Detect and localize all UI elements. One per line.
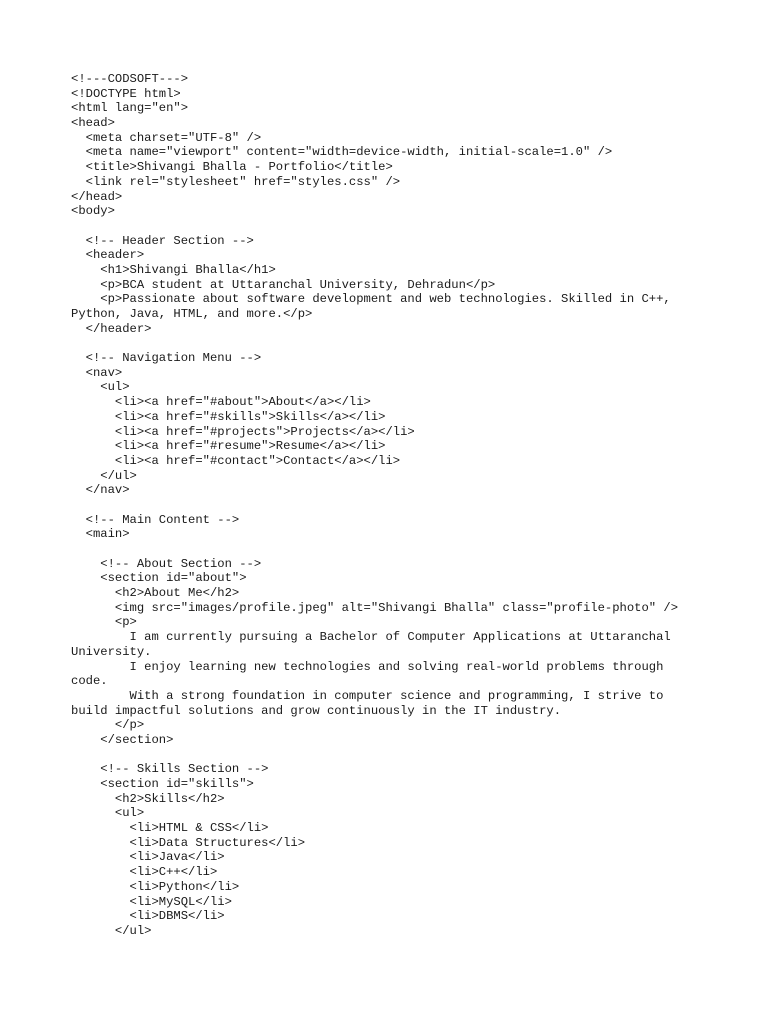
code-line: <section id="skills"> xyxy=(71,777,254,791)
code-line: <!-- Navigation Menu --> xyxy=(71,351,262,366)
code-line: <nav> xyxy=(71,365,123,380)
code-line: <li>Data Structures</li> xyxy=(71,835,306,850)
code-line: <!DOCTYPE html> xyxy=(71,86,181,101)
code-line xyxy=(71,336,751,351)
code-line: </p> xyxy=(71,718,145,733)
code-line: Python, Java, HTML, and more.</p> xyxy=(71,307,313,321)
code-line: <ul> xyxy=(71,380,130,395)
code-line: </section> xyxy=(71,732,174,747)
code-line: With a strong foundation in computer science and programming, I strive to xyxy=(71,688,664,703)
code-line: <main> xyxy=(71,527,130,542)
code-line xyxy=(71,219,751,234)
code-line: <h2>About Me</h2> xyxy=(71,586,240,601)
code-line xyxy=(71,542,751,557)
code-line: <li>HTML & CSS</li> xyxy=(71,821,269,836)
code-line: <li>DBMS</li> xyxy=(71,909,225,924)
code-line: <h2>Skills</h2> xyxy=(71,791,225,806)
code-line: <li>Python</li> xyxy=(71,879,240,894)
code-line: </nav> xyxy=(71,483,130,498)
code-line: <!-- Header Section --> xyxy=(71,233,254,248)
code-line: <!-- Skills Section --> xyxy=(71,762,269,777)
code-line xyxy=(71,748,751,763)
code-line: <li>Java</li> xyxy=(71,850,225,865)
code-line: University. xyxy=(71,644,152,659)
code-line: <li><a href="#resume">Resume</a></li> xyxy=(71,439,386,454)
code-line: <li>C++</li> xyxy=(71,865,218,880)
code-line: </head> xyxy=(71,189,123,204)
code-line: code. xyxy=(71,674,108,689)
code-line: <img src="images/profile.jpeg" alt="Shivangi Bhalla" class="profile-photo" /> xyxy=(71,600,679,615)
code-line: <p>Passionate about software development and web technologies. Skilled in C++, xyxy=(71,292,671,307)
code-line: <li><a href="#about">About</a></li> xyxy=(71,395,371,410)
code-line: </header> xyxy=(71,321,152,336)
code-line: <!-- Main Content --> xyxy=(71,512,240,527)
code-line: <li><a href="#projects">Projects</a></li> xyxy=(71,424,415,439)
code-line: <body> xyxy=(71,204,115,219)
code-line: <section id="about"> xyxy=(71,571,247,586)
code-line: I enjoy learning new technologies and solving real-world problems through xyxy=(71,659,664,674)
code-line: <link rel="stylesheet" href="styles.css" /> xyxy=(71,174,401,189)
code-line: <meta charset="UTF-8" /> xyxy=(71,130,262,145)
code-line: <title>Shivangi Bhalla - Portfolio</title> xyxy=(71,160,393,175)
code-line: <!---CODSOFT---> xyxy=(71,72,189,86)
code-line: <h1>Shivangi Bhalla</h1> xyxy=(71,262,276,277)
code-line: <!-- About Section --> xyxy=(71,556,262,571)
code-line: <header> xyxy=(71,248,145,263)
code-line: <p> xyxy=(71,615,137,630)
code-line: <html lang="en"> xyxy=(71,101,189,116)
code-line xyxy=(71,498,751,513)
code-line: </ul> xyxy=(71,468,137,483)
code-line: <ul> xyxy=(71,806,145,821)
code-line: I am currently pursuing a Bachelor of Computer Applications at Uttaranchal xyxy=(71,630,671,645)
code-listing xyxy=(71,72,751,939)
code-line: build impactful solutions and grow continuously in the IT industry. xyxy=(71,703,562,718)
code-line: <li><a href="#skills">Skills</a></li> xyxy=(71,409,386,424)
code-line: </ul> xyxy=(71,923,152,938)
code-line: <p>BCA student at Uttaranchal University, Dehradun</p> xyxy=(71,277,496,292)
code-line: <meta name="viewport" content="width=device-width, initial-scale=1.0" /> xyxy=(71,145,613,160)
code-line: <li><a href="#contact">Contact</a></li> xyxy=(71,453,401,468)
code-line: <head> xyxy=(71,116,115,131)
code-line: <li>MySQL</li> xyxy=(71,894,232,909)
